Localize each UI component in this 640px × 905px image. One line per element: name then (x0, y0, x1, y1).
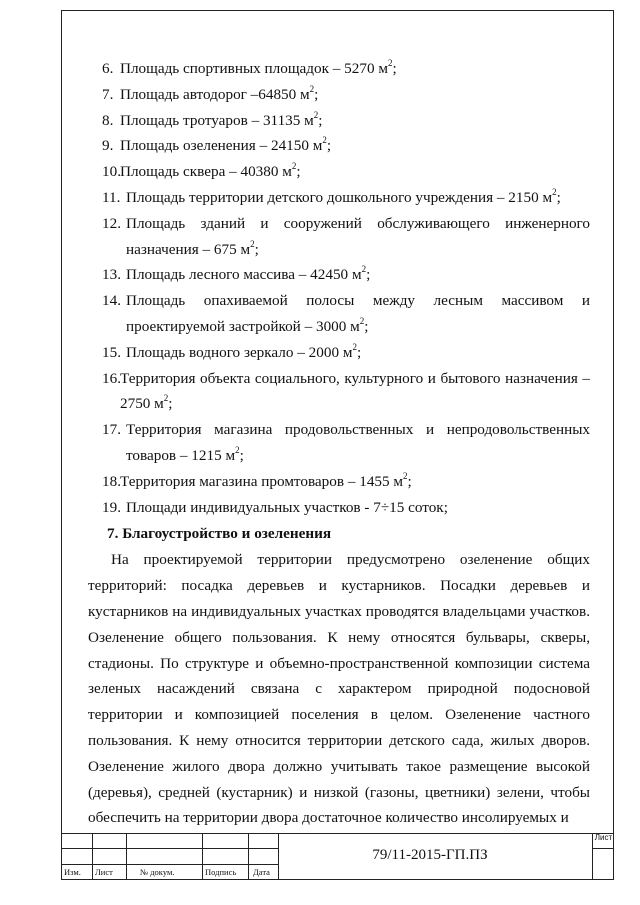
list-item (88, 469, 590, 495)
item-text: Территория магазина промтоваров – 1455 $м^2$; (120, 470, 412, 490)
col-list: Лист (95, 867, 113, 877)
item-number: 9. (102, 137, 114, 155)
list-item (88, 185, 590, 211)
item-text: Площади индивидуальных участков - 7÷15 соток; (126, 498, 448, 516)
list-item (88, 417, 590, 469)
unit-superscript: 2 (163, 393, 169, 404)
item-text: Площадь водного зеркало – 2000 $м^2$; (126, 341, 362, 361)
col-sign: Подпись (205, 867, 237, 877)
item-text: Площадь опахиваемой полосы между лесным массивом и проектируемой застройкой – 3000 $м^2$; (126, 292, 590, 335)
item-number: 10. (102, 163, 121, 181)
unit-superscript: 2 (235, 444, 240, 455)
item-text: Территория магазина продовольственных и непродовольственных товаров – 1215 $м^2$; (126, 421, 590, 464)
item-number: 8. (102, 111, 114, 129)
list-item (88, 133, 590, 159)
item-number: 19. (102, 498, 121, 516)
item-number: 7. (102, 85, 114, 103)
list-item (88, 495, 590, 521)
list-item (88, 340, 590, 366)
unit-superscript: 2 (250, 238, 255, 249)
item-text: Площадь сквера – 40380 $м^2$; (120, 161, 301, 181)
unit-superscript: 2 (387, 57, 393, 68)
sheet-label: Лист (594, 833, 613, 842)
item-number: 18. (102, 472, 121, 490)
item-text: Площадь спортивных площадок – 5270 $м^2$; (120, 57, 397, 77)
item-text: Площадь зданий и сооружений обслуживающего инженерного назначения – 675 $м^2$; (126, 214, 590, 258)
document-body (88, 56, 590, 831)
item-number: 11. (102, 188, 121, 206)
item-list (88, 56, 590, 520)
list-item (88, 159, 590, 185)
list-item (88, 262, 590, 288)
item-number: 15. (102, 343, 121, 361)
section-heading: 7. Благоустройство и озеленения (107, 525, 332, 543)
unit-superscript: 2 (359, 315, 365, 326)
item-number: 16. (102, 369, 121, 387)
item-number: 13. (102, 266, 121, 284)
col-doc: № докум. (140, 867, 175, 877)
unit-superscript: 2 (309, 83, 315, 94)
item-text: Площадь лесного массива – 42450 $м^2$; (126, 264, 371, 284)
list-item (88, 108, 590, 134)
item-text: Площадь автодорог –64850 $м^2$; (120, 83, 319, 103)
item-text: Площадь тротуаров – 31135 $м^2$; (120, 109, 323, 129)
item-text: Площадь озеленения – 24150 $м^2$; (120, 135, 332, 155)
unit-superscript: 2 (361, 264, 367, 275)
unit-superscript: 2 (291, 161, 297, 172)
col-izm: Изм. (64, 867, 81, 877)
unit-superscript: 2 (313, 109, 319, 120)
unit-superscript: 2 (552, 186, 557, 197)
unit-superscript: 2 (322, 135, 327, 146)
item-number: 14. (102, 292, 121, 310)
item-text: Площадь территории детского дошкольного учреждения – 2150 $м^2$; (126, 186, 561, 206)
section-paragraph: На проектируемой территории предусмотрено озеленение общих территорий: посадка деревьев и кустарников. Посадки деревьев и кустарников на индивидуальных участках проводятся владельцами участков. Озеленение общего пользования. К нему относятся бульвары, скверы, стадионы. По структуре и объемно-пространственной композиции система зеленых насаждений связана с характером природной подосновой территории и композицией поселения в целом. Озеленение частного пользования. К нему относится территории детского сада, жилых дворов. Озеленение жилого двора должно учитывать такое размещение высокой (деревья), средней (кустарник) и низкой (газоны, цветники) зелени, чтобы обеспечить на территории двора достаточное количество инсолируемых и (88, 551, 590, 827)
item-number: 17. (102, 421, 121, 439)
col-date: Дата (253, 867, 270, 877)
list-item (88, 56, 590, 82)
item-number: 6. (102, 60, 114, 77)
unit-superscript: 2 (403, 470, 408, 481)
list-item (88, 366, 590, 418)
unit-superscript: 2 (352, 341, 357, 352)
item-text: Территория объекта социального, культурного и бытового назначения – 2750 $м^2$; (120, 369, 590, 413)
item-number: 12. (102, 214, 121, 232)
list-item (88, 82, 590, 108)
list-item (88, 288, 590, 340)
document-code: 79/11-2015-ГП.ПЗ (372, 847, 488, 863)
list-item (88, 211, 590, 263)
